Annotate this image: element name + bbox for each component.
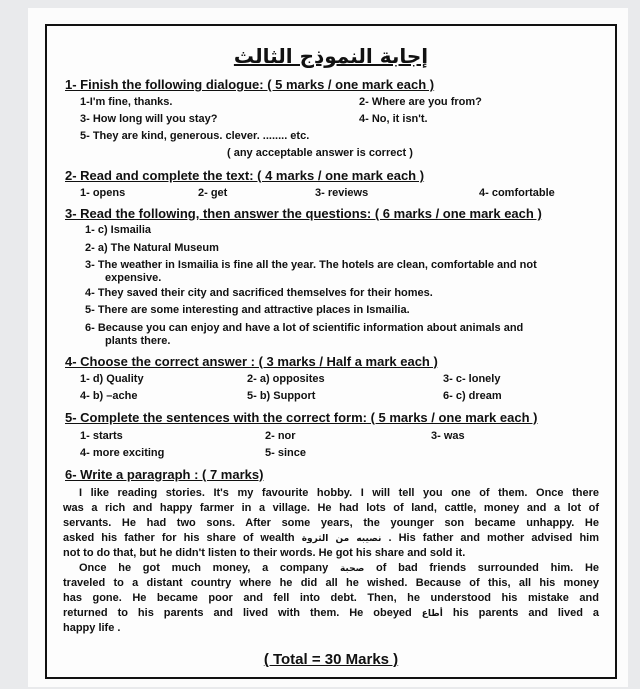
s4-answer-6: 6- c) dream bbox=[443, 390, 502, 402]
s2-answer-3: 3- reviews bbox=[315, 187, 369, 199]
s4-answer-4: 4- b) –ache bbox=[80, 390, 138, 402]
s2-answer-4: 4- comfortable bbox=[479, 187, 555, 199]
paragraph-line-6 bbox=[79, 562, 599, 574]
line-4-part-b: . His father and mother advised him bbox=[388, 532, 599, 544]
s3-answer-5: 5- There are some interesting and attractive places in Ismailia. bbox=[85, 304, 410, 316]
section-3-heading: 3- Read the following, then answer the questions: ( 6 marks / one mark each ) bbox=[65, 206, 542, 221]
s1-answer-2: 2- Where are you from? bbox=[359, 96, 482, 108]
section-2-heading: 2- Read and complete the text: ( 4 marks / one mark each ) bbox=[65, 168, 425, 183]
s1-answer-5: 5- They are kind, generous. clever. ........ etc. bbox=[80, 130, 310, 142]
s2-answer-2: 2- get bbox=[198, 187, 228, 199]
section-5-heading: 5- Complete the sentences with the correct form: ( 5 marks / one mark each ) bbox=[65, 410, 538, 425]
document-border bbox=[45, 24, 617, 679]
s5-answer-5: 5- since bbox=[265, 447, 306, 459]
s5-answer-3: 3- was bbox=[431, 430, 465, 442]
s1-answer-3: 3- How long will you stay? bbox=[80, 113, 218, 125]
answer-sheet bbox=[28, 8, 628, 687]
arabic-gloss-company: صحبة bbox=[339, 564, 365, 574]
s1-answer-4: 4- No, it isn't. bbox=[359, 113, 428, 125]
s4-answer-2: 2- a) opposites bbox=[247, 373, 325, 385]
s3-answer-3b: expensive. bbox=[105, 272, 162, 284]
paragraph-line-1: I like reading stories. It's my favourite hobby. I will tell you one of them. Once there bbox=[79, 487, 599, 499]
arabic-gloss-obeyed: أطاع bbox=[421, 609, 443, 619]
s5-answer-1: 1- starts bbox=[80, 430, 123, 442]
s1-note: ( any acceptable answer is correct ) bbox=[227, 147, 413, 159]
s3-answer-6b: plants there. bbox=[105, 335, 171, 347]
s3-answer-2: 2- a) The Natural Museum bbox=[85, 242, 219, 254]
paragraph-line-8: has gone. He became poor and fell into debt. Then, he understood his mistake and bbox=[63, 592, 599, 604]
s3-answer-6a: 6- Because you can enjoy and have a lot of scientific information about animals and bbox=[85, 322, 524, 334]
line-9-part-b: his parents and lived a bbox=[452, 607, 600, 619]
s5-answer-4: 4- more exciting bbox=[80, 447, 165, 459]
section-4-heading: 4- Choose the correct answer : ( 3 marks / Half a mark each ) bbox=[65, 354, 438, 369]
s1-answer-1: 1-I'm fine, thanks. bbox=[80, 96, 173, 108]
page-title: إجابة النموذج الثالث bbox=[233, 44, 429, 68]
s3-answer-4: 4- They saved their city and sacrificed themselves for their homes. bbox=[85, 287, 433, 299]
section-1-heading: 1- Finish the following dialogue: ( 5 marks / one mark each ) bbox=[65, 77, 435, 92]
paragraph-line-2: was a rich and happy farmer in a village. He had lots of land, cattle, money and a lot of bbox=[63, 502, 599, 514]
s5-answer-2: 2- nor bbox=[265, 430, 296, 442]
line-4-part-a: asked his father for his share of wealth bbox=[63, 532, 295, 544]
line-9-part-a: returned to his parents and lived with them. He obeyed bbox=[63, 607, 412, 619]
paragraph-line-4 bbox=[63, 532, 599, 544]
s4-answer-3: 3- c- lonely bbox=[443, 373, 501, 385]
paragraph-line-7: traveled to a distant country where he did all he wished. Because of this, all his money bbox=[63, 577, 599, 589]
line-6-part-b: of bad friends surrounded him. He bbox=[376, 562, 600, 574]
s4-answer-5: 5- b) Support bbox=[247, 390, 316, 402]
paragraph-line-9 bbox=[63, 607, 599, 619]
paragraph-line-5: not to do that, but he didn't listen to their words. He got his share and sold it. bbox=[63, 547, 466, 559]
paragraph-line-10: happy life . bbox=[63, 622, 121, 634]
s2-answer-1: 1- opens bbox=[80, 187, 126, 199]
s4-answer-1: 1- d) Quality bbox=[80, 373, 144, 385]
paragraph-line-3: servants. He had two sons. After some years, the younger son became unhappy. He bbox=[63, 517, 599, 529]
arabic-gloss-share: نصيبه من الثروة bbox=[301, 534, 382, 544]
line-6-part-a: Once he got much money, a company bbox=[79, 562, 329, 574]
s3-answer-1: 1- c) Ismailia bbox=[85, 224, 152, 236]
total-marks: ( Total = 30 Marks ) bbox=[263, 651, 399, 668]
s3-answer-3a: 3- The weather in Ismailia is fine all the year. The hotels are clean, comfortable and not bbox=[85, 259, 537, 271]
section-6-heading: 6- Write a paragraph : ( 7 marks) bbox=[65, 467, 264, 482]
